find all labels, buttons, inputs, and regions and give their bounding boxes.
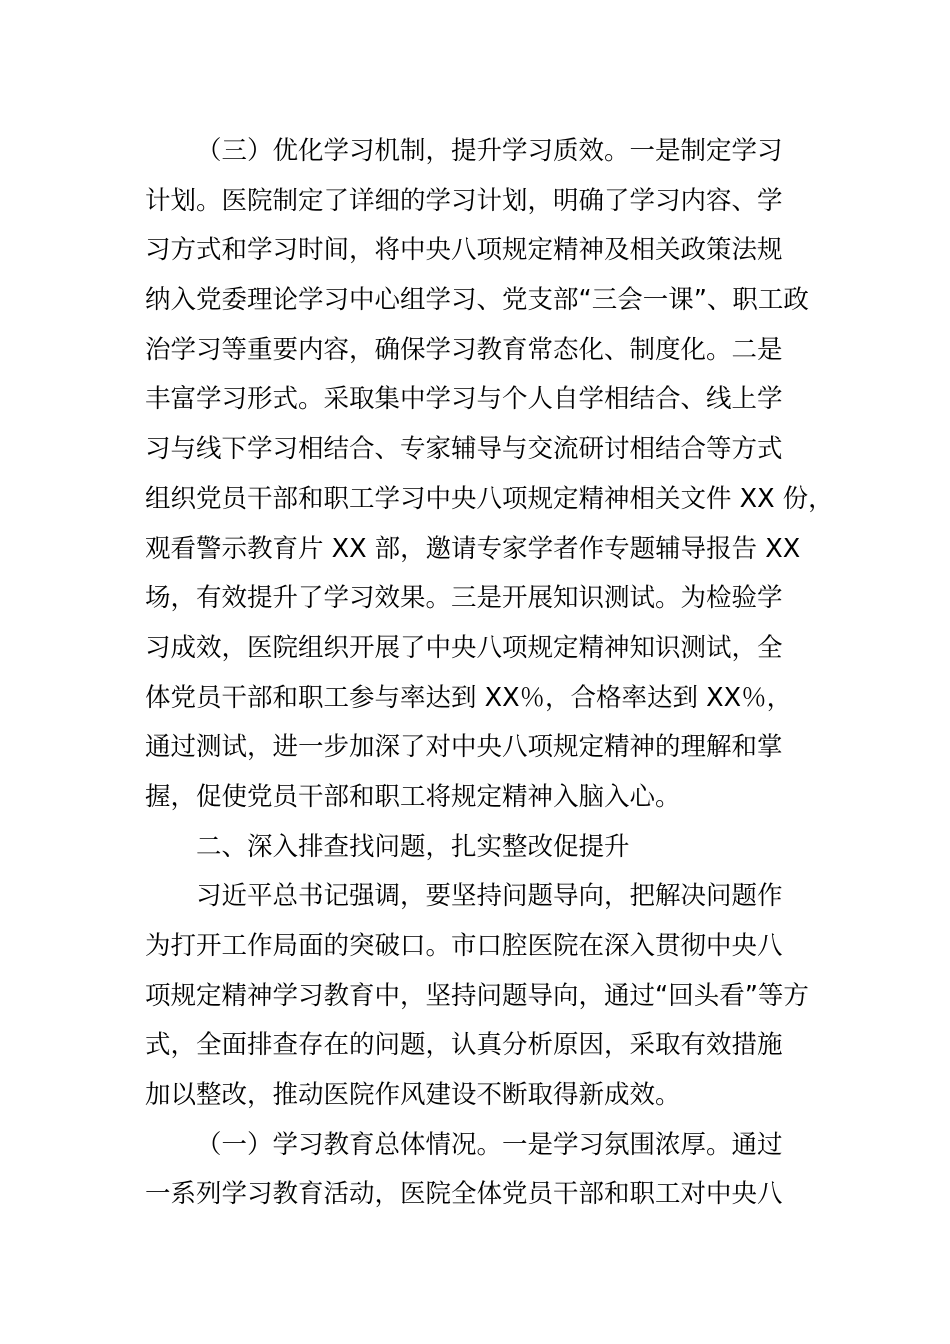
- text-line: 习方式和学习时间，将中央八项规定精神及相关政策法规: [145, 235, 783, 266]
- text-line: 组织党员干部和职工学习中央八项规定精神相关文件 XX 份，: [145, 483, 834, 514]
- text-line: 观看警示教育片 XX 部，邀请专家学者作专题辅导报告 XX: [145, 533, 801, 564]
- text-line: 习与线下学习相结合、专家辅导与交流研讨相结合等方式: [145, 434, 783, 465]
- text-line: 体党员干部和职工参与率达到 XX％，合格率达到 XX％，: [145, 682, 793, 713]
- text-line: （一）学习教育总体情况。一是学习氛围浓厚。通过: [196, 1129, 783, 1160]
- text-line: 场，有效提升了学习效果。三是开展知识测试。为检验学: [145, 583, 783, 614]
- text-line: 习成效，医院组织开展了中央八项规定精神知识测试，全: [145, 632, 783, 663]
- document-body: [145, 127, 834, 1220]
- text-line: 丰富学习形式。采取集中学习与个人自学相结合、线上学: [145, 384, 783, 415]
- text-line: （三）优化学习机制，提升学习质效。一是制定学习: [196, 136, 783, 166]
- text-line: 为打开工作局面的突破口。市口腔医院在深入贯彻中央八: [145, 931, 783, 961]
- text-line: 治学习等重要内容，确保学习教育常态化、制度化。二是: [145, 334, 783, 365]
- text-line: 二、深入排查找问题，扎实整改促提升: [196, 831, 630, 862]
- text-line: 式，全面排查存在的问题，认真分析原因，采取有效措施: [145, 1030, 783, 1061]
- text-line: 通过测试，进一步加深了对中央八项规定精神的理解和掌: [145, 732, 783, 763]
- text-line: 项规定精神学习教育中，坚持问题导向，通过“回头看”等方: [145, 980, 809, 1011]
- text-line: 握，促使党员干部和职工将规定精神入脑入心。: [145, 781, 681, 812]
- text-line: 加以整改，推动医院作风建设不断取得新成效。: [145, 1080, 681, 1111]
- text-line: 计划。医院制定了详细的学习计划，明确了学习内容、学: [145, 185, 783, 216]
- text-line: 一系列学习教育活动，医院全体党员干部和职工对中央八: [145, 1179, 783, 1210]
- text-line: 习近平总书记强调，要坚持问题导向，把解决问题作: [196, 881, 783, 912]
- text-line: 纳入党委理论学习中心组学习、党支部“三会一课”、职工政: [145, 285, 809, 316]
